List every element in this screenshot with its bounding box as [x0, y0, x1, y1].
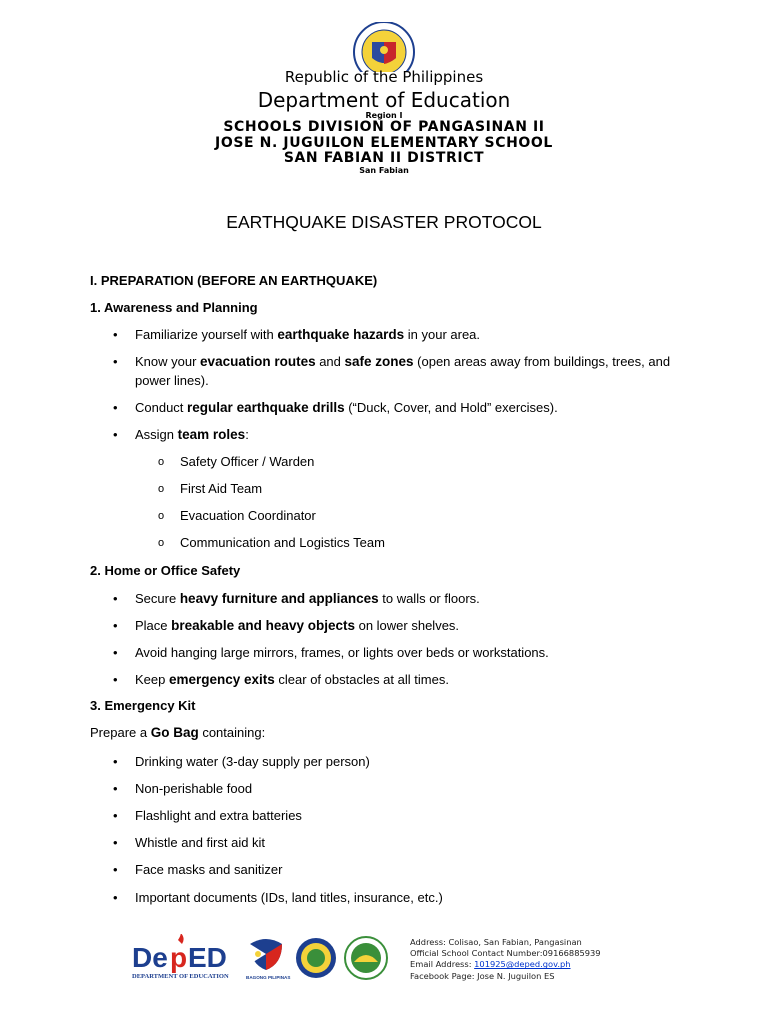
svg-text:p: p: [170, 942, 188, 973]
footer-contact: [410, 937, 601, 982]
list-item: Assign team roles:: [135, 427, 249, 442]
deped-seal-logo: [337, 22, 431, 72]
header-town: San Fabian: [359, 166, 409, 175]
email-link[interactable]: 101925@deped.gov.ph: [474, 959, 571, 970]
sub-bullet-marker: o: [158, 483, 165, 495]
deped-logo: [132, 934, 229, 980]
subsection-heading-kit: 3. Emergency Kit: [90, 698, 196, 713]
kit-item: Flashlight and extra batteries: [135, 808, 302, 823]
bullet-marker: •: [113, 862, 118, 877]
list-item: Familiarize yourself with earthquake hazards in your area.: [135, 327, 481, 342]
sub-bullet-marker: o: [158, 510, 165, 522]
section-heading: I. PREPARATION (BEFORE AN EARTHQUAKE): [90, 273, 378, 288]
subsection-heading-home: 2. Home or Office Safety: [90, 563, 241, 578]
sub-bullet-marker: o: [158, 537, 165, 549]
footer-phone: Official School Contact Number:09166885939: [410, 948, 601, 959]
bullet-marker: •: [113, 672, 118, 687]
list-item: Keep emergency exits clear of obstacles at all times.: [135, 672, 449, 687]
division-seal-logo: [296, 938, 336, 978]
bullet-marker: •: [113, 327, 118, 342]
header-division: SCHOOLS DIVISION OF PANGASINAN II: [223, 119, 545, 135]
list-item: Conduct regular earthquake drills (“Duck, Cover, and Hold” exercises).: [135, 400, 558, 415]
footer-facebook: Facebook Page: Jose N. Juguilon ES: [410, 970, 555, 981]
bullet-marker: •: [113, 400, 118, 415]
list-item: Know your evacuation routes and safe zones (open areas away from buildings, trees, and power lines).: [135, 354, 671, 388]
svg-text:De: De: [132, 942, 168, 973]
role-item: Evacuation Coordinator: [180, 508, 316, 523]
bullet-marker: •: [113, 591, 118, 606]
bullet-marker: •: [113, 427, 118, 442]
bagong-pilipinas-logo: [246, 939, 290, 980]
list-item: Secure heavy furniture and appliances to walls or floors.: [135, 591, 480, 606]
bullet-marker: •: [113, 645, 118, 660]
school-seal-logo: [345, 937, 387, 979]
bullet-marker: •: [113, 781, 118, 796]
kit-item: Drinking water (3-day supply per person): [135, 754, 370, 769]
bullet-marker: •: [113, 890, 118, 905]
header-district: SAN FABIAN II DISTRICT: [283, 150, 485, 166]
kit-item: Whistle and first aid kit: [135, 835, 266, 850]
header-republic: Republic of the Philippines: [284, 68, 484, 86]
list-item: Place breakable and heavy objects on lower shelves.: [135, 618, 460, 633]
footer-email-line: Email Address: 101925@deped.gov.ph: [410, 959, 571, 970]
header-region: Region I: [365, 111, 403, 120]
bullet-marker: •: [113, 618, 118, 633]
bullet-marker: •: [113, 354, 118, 369]
subsection-heading-awareness: 1. Awareness and Planning: [90, 300, 258, 315]
bullet-marker: •: [113, 754, 118, 769]
kit-intro: Prepare a Go Bag containing:: [90, 725, 266, 740]
document-title: EARTHQUAKE DISASTER PROTOCOL: [226, 212, 542, 232]
footer-address: Address: Colisao, San Fabian, Pangasinan: [410, 937, 582, 947]
header-school: JOSE N. JUGUILON ELEMENTARY SCHOOL: [215, 135, 553, 151]
sub-bullet-marker: o: [158, 456, 165, 468]
header-department: Department of Education: [257, 88, 511, 112]
bullet-marker: •: [113, 835, 118, 850]
bullet-marker: •: [113, 808, 118, 823]
kit-item: Face masks and sanitizer: [135, 862, 283, 877]
role-item: Safety Officer / Warden: [180, 454, 315, 469]
list-item: Avoid hanging large mirrors, frames, or lights over beds or workstations.: [135, 645, 549, 660]
kit-item: Non-perishable food: [135, 781, 253, 796]
kit-item: Important documents (IDs, land titles, insurance, etc.): [135, 890, 443, 905]
role-item: Communication and Logistics Team: [180, 535, 385, 550]
svg-text:ED: ED: [188, 942, 227, 973]
bagong-pilipinas-text: BAGONG PILIPINAS: [246, 975, 291, 980]
footer-logos: [132, 934, 402, 984]
deped-sub: DEPARTMENT OF EDUCATION: [132, 973, 229, 980]
role-item: First Aid Team: [180, 481, 263, 496]
